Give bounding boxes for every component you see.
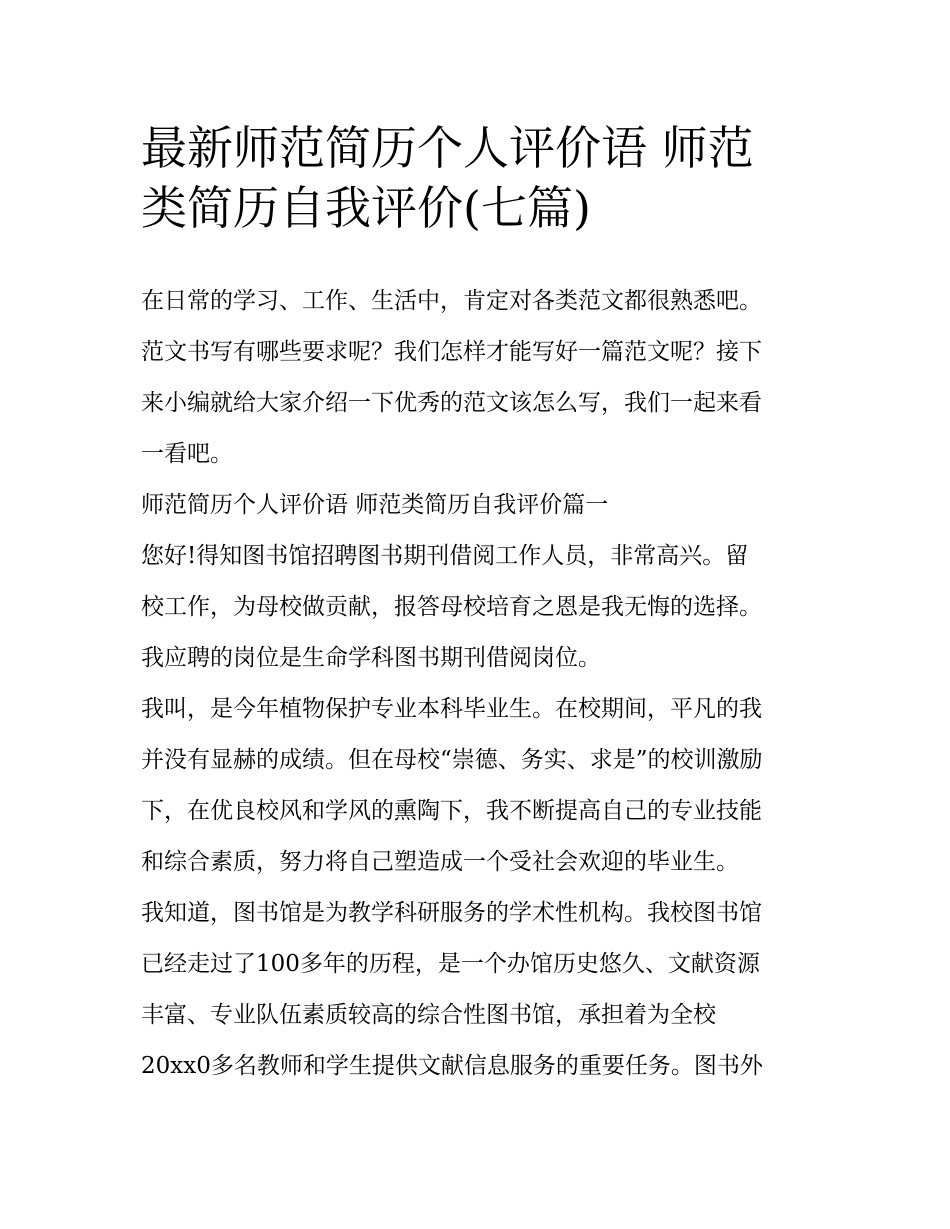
paragraph-line: 下，在优良校风和学风的熏陶下，我不断提高自己的专业技能 bbox=[141, 798, 762, 824]
intro-line-3: 来小编就给大家介绍一下优秀的范文该怎么写，我们一起来看 bbox=[141, 390, 762, 416]
paragraph-line: 我应聘的岗位是生命学科图书期刊借阅岗位。 bbox=[141, 645, 601, 671]
paragraph-line: 校工作，为母校做贡献，报答母校培育之恩是我无悔的选择。 bbox=[141, 594, 762, 620]
intro-line-1: 在日常的学习、工作、生活中，肯定对各类范文都很熟悉吧。 bbox=[141, 288, 762, 314]
paragraph-line: 丰富、专业队伍素质较高的综合性图书馆，承担着为全校 bbox=[141, 1002, 716, 1028]
paragraph-line: 已经走过了100多年的历程，是一个办馆历史悠久、文献资源 bbox=[141, 951, 760, 977]
paragraph-line: 并没有显赫的成绩。但在母校“崇德、务实、求是”的校训激励 bbox=[141, 747, 763, 773]
section-heading: 师范简历个人评价语 师范类简历自我评价篇一 bbox=[141, 492, 609, 518]
document-title bbox=[141, 118, 821, 238]
paragraph-line: 和综合素质，努力将自己塑造成一个受社会欢迎的毕业生。 bbox=[141, 849, 739, 875]
intro-line-2: 范文书写有哪些要求呢？我们怎样才能写好一篇范文呢？接下 bbox=[141, 339, 762, 365]
intro-line-4: 一看吧。 bbox=[141, 441, 233, 467]
paragraph-line: 我叫，是今年植物保护专业本科毕业生。在校期间，平凡的我 bbox=[141, 696, 762, 722]
paragraph-line: 我知道，图书馆是为教学科研服务的学术性机构。我校图书馆 bbox=[141, 900, 762, 926]
paragraph-line: 20xx0多名教师和学生提供文献信息服务的重要任务。图书外 bbox=[141, 1053, 763, 1079]
paragraph-line: 您好!得知图书馆招聘图书期刊借阅工作人员，非常高兴。留 bbox=[141, 543, 749, 569]
title-line-1: 最新师范简历个人评价语 师范 bbox=[141, 121, 754, 175]
title-line-2: 类简历自我评价(七篇) bbox=[141, 181, 591, 235]
